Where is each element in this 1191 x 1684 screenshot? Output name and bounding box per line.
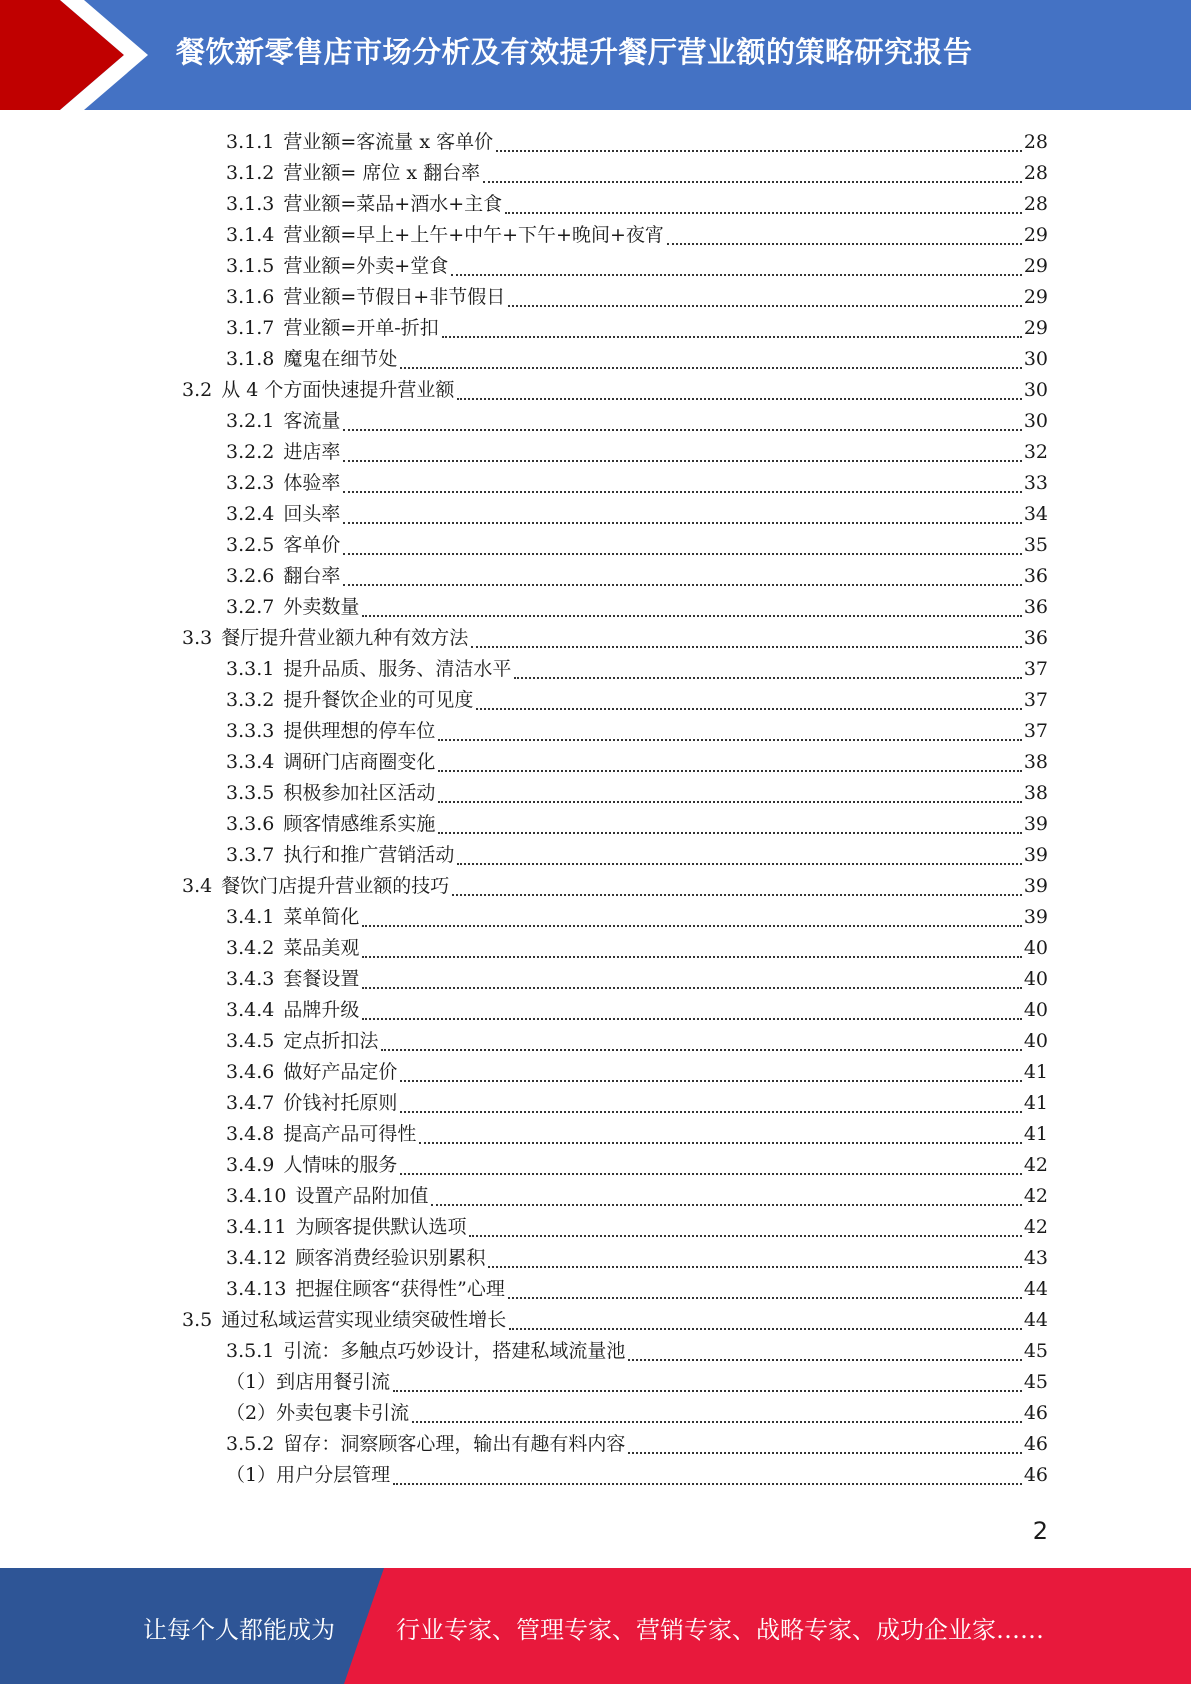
toc-entry-number: 3.4.8 [226, 1123, 275, 1145]
toc-entry[interactable] [226, 592, 1048, 623]
report-header [0, 0, 1191, 110]
toc-entry[interactable] [226, 1429, 1048, 1460]
toc-entry-title: 引流：多触点巧妙设计，搭建私域流量池 [283, 1340, 626, 1362]
toc-entry[interactable] [226, 1150, 1048, 1181]
toc-entry-title: 品牌升级 [283, 999, 360, 1021]
toc-entry-title: 调研门店商圈变化 [283, 751, 436, 773]
toc-entry-number: 3.1.5 [226, 255, 275, 277]
toc-dot-leader [400, 365, 1021, 369]
toc-entry-page: 43 [1023, 1247, 1048, 1269]
toc-entry-title: 价钱衬托原则 [283, 1092, 398, 1114]
toc-entry-title: 提供理想的停车位 [283, 720, 436, 742]
toc-entry-number: 3.3.7 [226, 844, 275, 866]
toc-entry-title: 营业额=节假日+非节假日 [283, 286, 506, 308]
toc-entry-title: 翻台率 [283, 565, 341, 587]
toc-entry-page: 42 [1023, 1154, 1048, 1176]
toc-entry[interactable] [226, 437, 1048, 468]
toc-entry-title: 做好产品定价 [283, 1061, 398, 1083]
toc-entry-page: 46 [1023, 1402, 1048, 1424]
toc-entry-page: 29 [1023, 286, 1048, 308]
report-title: 餐饮新零售店市场分析及有效提升餐厅营业额的策略研究报告 [176, 35, 973, 69]
toc-entry-page: 40 [1023, 1030, 1048, 1052]
toc-entry-title: 营业额=早上+上午+中午+下午+晚间+夜宵 [283, 224, 664, 246]
toc-entry[interactable] [226, 158, 1048, 189]
toc-entry-title: 客流量 [283, 410, 341, 432]
toc-entry[interactable] [226, 282, 1048, 313]
toc-dot-leader [343, 582, 1021, 586]
toc-entry-title: 回头率 [283, 503, 341, 525]
toc-entry-number: 3.4.1 [226, 906, 275, 928]
toc-entry[interactable] [226, 1243, 1048, 1274]
toc-entry-title: 体验率 [283, 472, 341, 494]
toc-entry-title: 餐饮门店提升营业额的技巧 [221, 875, 450, 897]
toc-entry-page: 29 [1023, 317, 1048, 339]
toc-entry[interactable] [226, 344, 1048, 375]
toc-entry-number: 3.5.1 [226, 1340, 275, 1362]
toc-dot-leader [362, 985, 1021, 989]
toc-entry-page: 30 [1023, 348, 1048, 370]
toc-dot-leader [476, 706, 1021, 710]
toc-entry[interactable] [226, 1398, 1048, 1429]
toc-entry-page: 36 [1023, 565, 1048, 587]
toc-entry[interactable] [226, 747, 1048, 778]
toc-dot-leader [400, 1171, 1021, 1175]
toc-entry-number: 3.4.11 [226, 1216, 287, 1238]
toc-dot-leader [438, 737, 1021, 741]
toc-entry-title: 提升品质、服务、清洁水平 [283, 658, 512, 680]
toc-dot-leader [393, 1388, 1022, 1392]
toc-dot-leader [438, 799, 1021, 803]
toc-entry-page: 40 [1023, 999, 1048, 1021]
toc-dot-leader [508, 1295, 1022, 1299]
toc-entry-page: 37 [1023, 720, 1048, 742]
toc-dot-leader [343, 458, 1021, 462]
toc-entry[interactable] [226, 530, 1048, 561]
toc-dot-leader [628, 1357, 1021, 1361]
toc-entry-title: 营业额= 席位 x 翻台率 [283, 162, 481, 184]
toc-dot-leader [471, 644, 1022, 648]
report-footer [0, 1568, 1191, 1684]
toc-entry-title: 营业额=外卖+堂食 [283, 255, 449, 277]
toc-entry-number: 3.1.1 [226, 131, 275, 153]
toc-entry[interactable] [226, 840, 1048, 871]
toc-entry[interactable] [226, 189, 1048, 220]
toc-entry-page: 38 [1023, 751, 1048, 773]
toc-entry-number: 3.1.7 [226, 317, 275, 339]
toc-entry-number: 3.2.4 [226, 503, 275, 525]
toc-entry-page: 39 [1023, 906, 1048, 928]
toc-entry-page: 30 [1023, 379, 1048, 401]
toc-entry-number: 3.4.3 [226, 968, 275, 990]
toc-entry-page: 33 [1023, 472, 1048, 494]
toc-dot-leader [438, 768, 1021, 772]
toc-entry-page: 28 [1023, 162, 1048, 184]
toc-entry[interactable] [226, 716, 1048, 747]
toc-entry[interactable] [226, 809, 1048, 840]
toc-entry-title: 魔鬼在细节处 [283, 348, 398, 370]
toc-entry[interactable] [226, 220, 1048, 251]
toc-dot-leader [452, 892, 1022, 896]
toc-dot-leader [667, 241, 1022, 245]
toc-entry-number: 3.3.2 [226, 689, 275, 711]
toc-entry-number: 3.4.9 [226, 1154, 275, 1176]
toc-entry[interactable] [182, 375, 1048, 406]
toc-entry-title: （1）到店用餐引流 [226, 1371, 391, 1393]
toc-entry-page: 36 [1023, 627, 1048, 649]
toc-entry[interactable] [226, 1460, 1048, 1491]
toc-dot-leader [381, 1047, 1021, 1051]
toc-entry[interactable] [226, 1212, 1048, 1243]
toc-entry-title: 菜单简化 [283, 906, 360, 928]
toc-entry[interactable] [226, 654, 1048, 685]
toc-entry-page: 44 [1023, 1309, 1048, 1331]
toc-entry-number: 3.1.3 [226, 193, 275, 215]
toc-entry[interactable] [226, 1026, 1048, 1057]
toc-entry-page: 30 [1023, 410, 1048, 432]
toc-entry-title: 通过私域运营实现业绩突破性增长 [221, 1309, 507, 1331]
toc-entry-number: 3.4.4 [226, 999, 275, 1021]
toc-entry-title: 积极参加社区活动 [283, 782, 436, 804]
toc-entry[interactable] [226, 1088, 1048, 1119]
toc-entry[interactable] [226, 1274, 1048, 1305]
toc-dot-leader [509, 1326, 1022, 1330]
toc-entry-number: 3.4.12 [226, 1247, 287, 1269]
toc-entry-page: 39 [1023, 813, 1048, 835]
toc-entry-page: 46 [1023, 1433, 1048, 1455]
toc-dot-leader [400, 1078, 1021, 1082]
toc-entry-page: 41 [1023, 1092, 1048, 1114]
toc-entry-page: 28 [1023, 131, 1048, 153]
toc-dot-leader [362, 613, 1021, 617]
toc-entry-number: 3.1.6 [226, 286, 275, 308]
toc-dot-leader [393, 1481, 1022, 1485]
toc-entry-page: 46 [1023, 1464, 1048, 1486]
toc-entry[interactable] [182, 623, 1048, 654]
toc-entry-title: 为顾客提供默认选项 [295, 1216, 467, 1238]
toc-entry-page: 39 [1023, 875, 1048, 897]
toc-entry-page: 40 [1023, 937, 1048, 959]
toc-entry-number: 3.5 [182, 1309, 213, 1331]
toc-entry-number: 3.1.4 [226, 224, 275, 246]
toc-entry-title: 顾客消费经验识别累积 [295, 1247, 486, 1269]
toc-entry-page: 41 [1023, 1061, 1048, 1083]
toc-dot-leader [412, 1419, 1022, 1423]
toc-entry-number: 3.4.10 [226, 1185, 287, 1207]
toc-entry-title: 客单价 [283, 534, 341, 556]
toc-entry-number: 3.5.2 [226, 1433, 275, 1455]
toc-entry-page: 42 [1023, 1185, 1048, 1207]
toc-entry-number: 3.4.7 [226, 1092, 275, 1114]
toc-entry[interactable] [226, 964, 1048, 995]
toc-entry[interactable] [226, 1336, 1048, 1367]
toc-dot-leader [362, 954, 1021, 958]
toc-entry-number: 3.3.1 [226, 658, 275, 680]
toc-entry[interactable] [226, 313, 1048, 344]
toc-entry-number: 3.4.2 [226, 937, 275, 959]
toc-dot-leader [362, 923, 1021, 927]
toc-entry-title: 餐厅提升营业额九种有效方法 [221, 627, 469, 649]
toc-dot-leader [419, 1140, 1021, 1144]
toc-entry[interactable] [226, 933, 1048, 964]
toc-entry-title: 套餐设置 [283, 968, 360, 990]
toc-entry-number: 3.3.6 [226, 813, 275, 835]
toc-entry-number: 3.3.3 [226, 720, 275, 742]
toc-dot-leader [628, 1450, 1021, 1454]
toc-entry-number: 3.2.6 [226, 565, 275, 587]
toc-dot-leader [469, 1233, 1021, 1237]
toc-entry-title: 留存：洞察顾客心理，输出有趣有料内容 [283, 1433, 626, 1455]
toc-entry-title: 从 4 个方面快速提升营业额 [221, 379, 455, 401]
toc-entry-page: 36 [1023, 596, 1048, 618]
toc-entry-number: 3.1.8 [226, 348, 275, 370]
toc-dot-leader [400, 1109, 1021, 1113]
toc-entry-number: 3.2.3 [226, 472, 275, 494]
footer-slogan-right: 行业专家、管理专家、营销专家、战略专家、成功企业家…… [396, 1616, 1044, 1644]
toc-entry-number: 3.2.7 [226, 596, 275, 618]
toc-dot-leader [505, 210, 1022, 214]
toc-entry-title: 提升餐饮企业的可见度 [283, 689, 474, 711]
toc-entry-title: 定点折扣法 [283, 1030, 379, 1052]
toc-entry-title: 营业额=开单-折扣 [283, 317, 439, 339]
toc-entry-title: （2）外卖包裹卡引流 [226, 1402, 410, 1424]
toc-entry-number: 3.1.2 [226, 162, 275, 184]
toc-entry-page: 45 [1023, 1371, 1048, 1393]
toc-dot-leader [457, 861, 1021, 865]
toc-entry[interactable] [226, 1181, 1048, 1212]
toc-entry-number: 3.3.4 [226, 751, 275, 773]
toc-entry-number: 3.4.6 [226, 1061, 275, 1083]
toc-entry-page: 29 [1023, 255, 1048, 277]
toc-entry-page: 42 [1023, 1216, 1048, 1238]
toc-entry-number: 3.4.5 [226, 1030, 275, 1052]
toc-dot-leader [343, 551, 1021, 555]
toc-entry-page: 45 [1023, 1340, 1048, 1362]
toc-entry-number: 3.2 [182, 379, 213, 401]
toc-entry-page: 37 [1023, 658, 1048, 680]
toc-entry-page: 32 [1023, 441, 1048, 463]
toc-entry[interactable] [226, 778, 1048, 809]
toc-dot-leader [457, 396, 1021, 400]
toc-entry-number: 3.3 [182, 627, 213, 649]
toc-dot-leader [483, 179, 1022, 183]
toc-dot-leader [451, 272, 1022, 276]
toc-entry-title: 菜品美观 [283, 937, 360, 959]
toc-entry-number: 3.2.1 [226, 410, 275, 432]
toc-entry-number: 3.4.13 [226, 1278, 287, 1300]
toc-entry[interactable] [226, 995, 1048, 1026]
toc-entry-title: 提高产品可得性 [283, 1123, 417, 1145]
toc-dot-leader [343, 520, 1021, 524]
toc-entry-title: 营业额=菜品+酒水+主食 [283, 193, 503, 215]
toc-entry[interactable] [226, 561, 1048, 592]
toc-entry-page: 37 [1023, 689, 1048, 711]
toc-entry-page: 39 [1023, 844, 1048, 866]
toc-dot-leader [362, 1016, 1021, 1020]
toc-entry-title: （1）用户分层管理 [226, 1464, 391, 1486]
toc-entry[interactable] [226, 406, 1048, 437]
toc-entry-title: 进店率 [283, 441, 341, 463]
toc-entry-title: 营业额=客流量 x 客单价 [283, 131, 494, 153]
toc-entry-page: 38 [1023, 782, 1048, 804]
toc-entry[interactable] [226, 1119, 1048, 1150]
toc-entry[interactable] [226, 468, 1048, 499]
toc-dot-leader [496, 148, 1022, 152]
toc-entry[interactable] [226, 499, 1048, 530]
toc-entry[interactable] [226, 1057, 1048, 1088]
toc-entry-title: 顾客情感维系实施 [283, 813, 436, 835]
toc-dot-leader [343, 427, 1021, 431]
toc-dot-leader [488, 1264, 1021, 1268]
toc-entry-title: 设置产品附加值 [295, 1185, 429, 1207]
toc-dot-leader [508, 303, 1022, 307]
toc-entry-page: 29 [1023, 224, 1048, 246]
toc-entry-title: 把握住顾客“获得性”心理 [295, 1278, 505, 1300]
toc-entry-page: 34 [1023, 503, 1048, 525]
toc-entry-title: 执行和推广营销活动 [283, 844, 455, 866]
toc-entry-number: 3.4 [182, 875, 213, 897]
toc-entry-title: 外卖数量 [283, 596, 360, 618]
toc-entry-number: 3.2.2 [226, 441, 275, 463]
toc-dot-leader [431, 1202, 1021, 1206]
toc-entry[interactable] [226, 685, 1048, 716]
toc-entry-page: 28 [1023, 193, 1048, 215]
toc-entry-title: 人情味的服务 [283, 1154, 398, 1176]
toc-entry[interactable] [226, 1367, 1048, 1398]
page-number: 2 [1032, 1517, 1048, 1545]
toc-entry-number: 3.2.5 [226, 534, 275, 556]
toc-entry[interactable] [182, 871, 1048, 902]
toc-entry[interactable] [182, 1305, 1048, 1336]
footer-slogan-left: 让每个人都能成为 [143, 1616, 335, 1644]
toc-entry-page: 44 [1023, 1278, 1048, 1300]
toc-entry[interactable] [226, 251, 1048, 282]
toc-entry[interactable] [226, 127, 1048, 158]
toc-entry-page: 35 [1023, 534, 1048, 556]
toc-dot-leader [514, 675, 1021, 679]
toc-entry-page: 41 [1023, 1123, 1048, 1145]
toc-dot-leader [343, 489, 1021, 493]
toc-entry[interactable] [226, 902, 1048, 933]
toc-entry-page: 40 [1023, 968, 1048, 990]
toc-dot-leader [442, 334, 1022, 338]
toc-entry-number: 3.3.5 [226, 782, 275, 804]
toc-dot-leader [438, 830, 1021, 834]
